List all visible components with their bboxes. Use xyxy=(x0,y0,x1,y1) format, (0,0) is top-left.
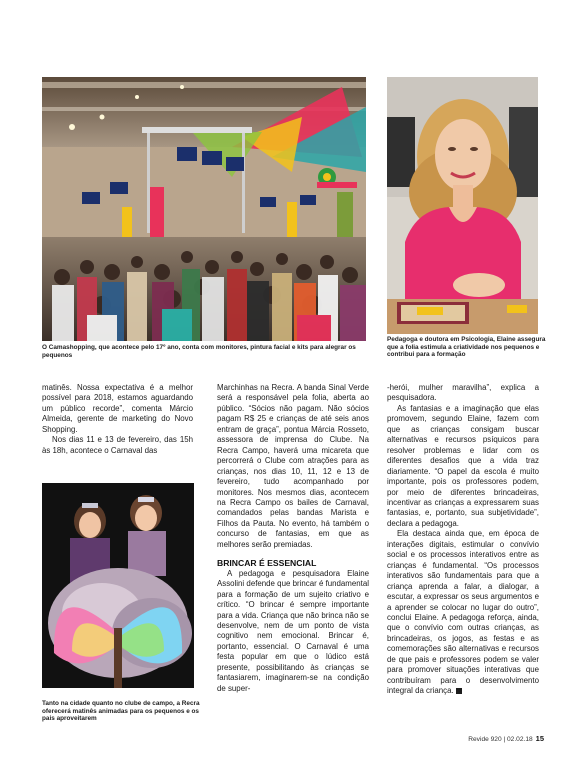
middle-paragraph-2: A pedagoga e pesquisadora Elaine Assolini defende que brincar é fundamental para a formação de um sujeito criativo e crítico. “O brincar é sempre importante para a vida. Criança que não brinca não se desenvolve, nem de um ponto de vista cognitivo nem emocional. Brincar é, portanto, essencial. O Carnaval é uma festa popular em que o lúdico está presente, possibilitando às crianças se fantasiarem, imaginarem-se na condição de super- xyxy=(217,568,369,693)
mall-crowd-illustration xyxy=(42,77,366,341)
left-column xyxy=(42,383,193,456)
issue-info: Revide 920 | 02.02.18 xyxy=(468,736,533,743)
middle-column xyxy=(217,383,369,694)
mall-carnival-photo xyxy=(42,77,366,341)
left-paragraph-1: matinês. Nossa expectativa é a melhor possível para 2018, estamos aguardando um público recorde”, comenta Márcio Almeida, gerente de marketing do Novo Shopping. xyxy=(42,383,193,434)
kids-costume-illustration xyxy=(42,483,194,688)
kids-photo-caption: Tanto na cidade quanto no clube de campo, a Recra oferecerá matinês animadas para os pequenos e os pais aproveitarem xyxy=(42,700,200,723)
mall-photo-caption: O Camashopping, que acontece pelo 17º ano, conta com monitores, pintura facial e kits para alegrar os pequenos xyxy=(42,344,356,359)
pedagogue-portrait-photo xyxy=(387,77,538,334)
right-paragraph-1: -herói, mulher maravilha”, explica a pesquisadora. xyxy=(387,383,539,403)
pedagogue-illustration xyxy=(387,77,538,334)
portrait-photo-caption: Pedagoga e doutora em Psicologia, Elaine assegura que a folia estimula a criatividade nos pequenos e contribui para a formação xyxy=(387,336,546,359)
kids-costume-photo xyxy=(42,483,194,688)
section-heading: BRINCAR É ESSENCIAL xyxy=(217,558,317,569)
middle-paragraph-1: Marchinhas na Recra. A banda Sinal Verde será a responsável pela folia, aberta ao público. “Sócios não pagam. Não sócios pagam R$ 25 e crianças de até seis anos entram de graça”, pontua Márcia Rosseto, assessora de imprensa do Clube. Na Recra Campo, haverá uma micareta que percorrerá o Clube com atrações para as crianças, nos dias 10, 11, 12 e 13 de fevereiro, tudo acompanhado por monitores. Nos mesmos dias, acontecem na Recra Campo os bailes de Carnaval, comandados pelas bandas Marista e Filhos da Pauta. No evento, há também o concurso de fantasias, em que as melhores serão premiadas. xyxy=(217,383,369,549)
page-number: 15 xyxy=(535,734,544,743)
page-footer xyxy=(468,734,544,743)
right-paragraph-2: As fantasias e a imaginação que elas promovem, segundo Elaine, fazem com que as crianças consigam buscar alternativas e recursos psíquicos para resolver problemas e lidar com os diferentes desafios que a vida traz diariamente. “O papel da escola é muito importante, pois os professores podem, por meio de diferentes brincadeiras, incentivar as crianças a expressarem suas fantasias, e, portanto, sua subjetividade”, declara a pedagoga. xyxy=(387,403,539,528)
right-paragraph-3 xyxy=(387,529,539,696)
left-paragraph-2: Nos dias 11 e 13 de fevereiro, das 15h às 18h, acontece o Carnaval das xyxy=(42,435,193,455)
right-paragraph-3-text: Ela destaca ainda que, em época de interações digitais, estimular o convívio social e os processos interativos entre as crianças é fundamental. “Os processos interativos são fundamentais para que a criança aprenda a falar, a dialogar, a escutar, a expressar os seus argumentos e a aprender se colocar no lugar do outro”, conclui Elaine. A pedagoga reforça, ainda, que o convívio com outras crianças, as brincadeiras, os jogos, as festas e as comemorações são alternativas e recursos de que pais e professores podem se valer para promover situações interativas que contribuíram para o desenvolvimento integral da criança. xyxy=(387,529,539,696)
end-of-article-mark xyxy=(456,688,462,694)
right-column xyxy=(387,383,539,697)
